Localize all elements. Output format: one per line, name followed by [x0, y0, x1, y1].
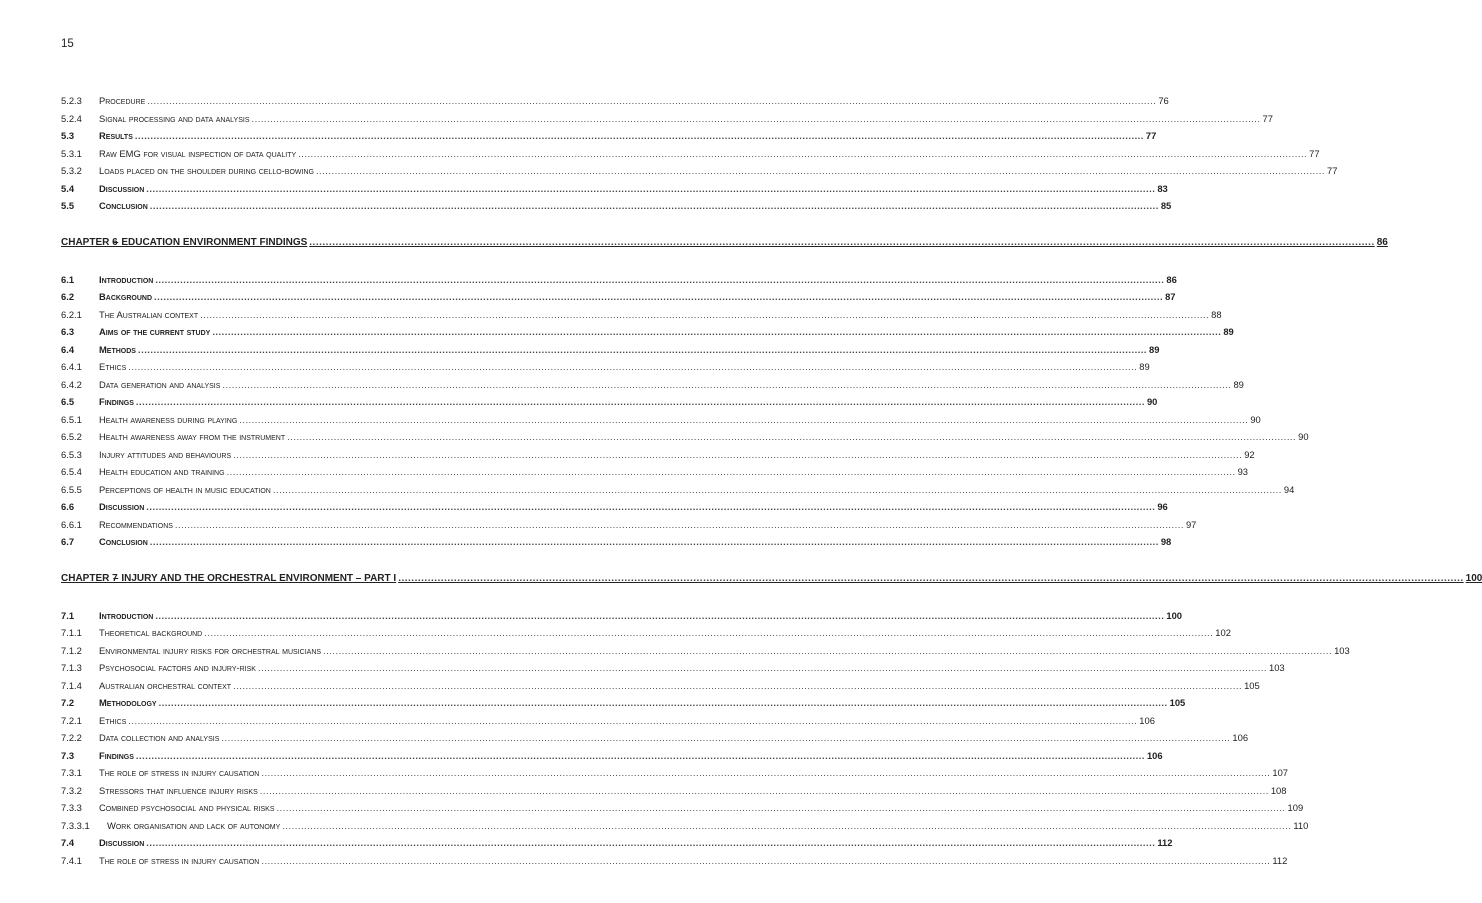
- table-of-contents: [61, 92, 1482, 869]
- toc-entry-number: 6.5.2: [61, 431, 82, 442]
- toc-entry-number: 6.6.1: [61, 518, 82, 530]
- toc-entry-title: Discussion: [99, 837, 145, 848]
- toc-dot-leader: [155, 271, 1164, 289]
- toc-entry-page: 86: [1376, 236, 1388, 248]
- toc-dot-leader: [128, 358, 1137, 376]
- toc-entry-page: 77: [1145, 130, 1157, 141]
- toc-dot-leader: [227, 463, 1236, 481]
- toc-entry[interactable]: [61, 92, 1169, 110]
- toc-entry-title: Discussion: [99, 501, 145, 512]
- toc-dot-leader: [146, 498, 1155, 516]
- toc-dot-leader: [155, 607, 1164, 625]
- toc-dot-leader: [282, 817, 1291, 835]
- toc-entry-title: Results: [99, 130, 133, 141]
- toc-entry-title: Australian orchestral context: [99, 679, 232, 691]
- section-gap: [61, 215, 575, 233]
- toc-entry-title: Signal processing and data analysis: [99, 112, 250, 124]
- toc-entry-title: The Australian context: [99, 308, 199, 320]
- toc-entry[interactable]: [61, 659, 1285, 677]
- toc-entry-number: 7.2: [61, 697, 75, 708]
- toc-entry-page: 96: [1157, 501, 1168, 512]
- toc-entry-page: 77: [1326, 165, 1338, 176]
- toc-dot-leader: [200, 306, 1209, 324]
- toc-entry-title: Health education and training: [99, 466, 225, 477]
- toc-entry[interactable]: [61, 533, 1172, 551]
- toc-entry-title: Methodology: [99, 697, 157, 708]
- toc-entry-page: 100: [1166, 609, 1183, 621]
- toc-entry-page: 108: [1270, 784, 1287, 796]
- toc-entry-number: 5.4: [61, 182, 75, 194]
- toc-entry-page: 85: [1160, 200, 1172, 211]
- toc-entry[interactable]: [61, 712, 1155, 730]
- toc-entry-title: Recommendations: [99, 518, 173, 530]
- toc-entry-page: 87: [1165, 291, 1176, 302]
- toc-entry-page: 106: [1139, 714, 1155, 726]
- toc-entry-number: 5.2.3: [61, 95, 82, 106]
- toc-entry[interactable]: [61, 498, 1168, 516]
- toc-entry-page: 90: [1146, 396, 1158, 407]
- toc-entry[interactable]: [61, 145, 1320, 163]
- toc-entry[interactable]: [61, 481, 1295, 499]
- toc-entry-number: 6.7: [61, 536, 75, 547]
- toc-entry-page: 88: [1211, 308, 1222, 320]
- toc-dot-leader: [138, 341, 1147, 359]
- toc-entry-number: 7.2.2: [61, 732, 82, 743]
- toc-entry-page: 86: [1166, 273, 1177, 285]
- toc-entry-number: 6.5.1: [61, 413, 82, 425]
- toc-entry-number: 5.2.4: [61, 112, 82, 124]
- toc-entry[interactable]: [61, 162, 1338, 180]
- toc-entry-page: 100: [1465, 572, 1482, 584]
- toc-entry-title: – INJURY AND THE ORCHESTRAL ENVIRONMENT – PART I: [113, 572, 397, 584]
- section-gap: [61, 253, 575, 271]
- toc-entry-page: 105: [1169, 697, 1186, 708]
- toc-entry[interactable]: [61, 376, 1244, 394]
- toc-chapter-entry[interactable]: [61, 569, 1482, 589]
- toc-entry-title: Aims of the current study: [99, 326, 211, 337]
- toc-entry-title: Background: [99, 291, 153, 302]
- toc-entry-number: 5.3: [61, 130, 75, 141]
- toc-dot-leader: [128, 712, 1137, 730]
- toc-entry-title: Findings: [99, 396, 134, 407]
- toc-entry[interactable]: [61, 306, 1222, 324]
- toc-entry-number: 6.5.5: [61, 483, 82, 495]
- toc-entry-title: Theoretical background: [99, 627, 203, 638]
- toc-dot-leader: [147, 92, 1156, 110]
- toc-entry[interactable]: [61, 624, 1231, 642]
- toc-entry-page: 112: [1272, 854, 1288, 866]
- toc-entry-title: Introduction: [99, 609, 154, 621]
- toc-dot-leader: [212, 323, 1221, 341]
- toc-dot-leader: [273, 481, 1282, 499]
- toc-entry-title: Psychosocial factors and injury-risk: [99, 662, 256, 673]
- toc-entry-page: 83: [1157, 182, 1168, 194]
- toc-entry[interactable]: [61, 411, 1261, 429]
- toc-entry[interactable]: [61, 446, 1255, 464]
- toc-dot-leader: [323, 642, 1332, 660]
- toc-dot-leader: [159, 694, 1168, 712]
- toc-entry-title: Data generation and analysis: [99, 378, 221, 390]
- toc-entry-number: 7.3.2: [61, 784, 82, 796]
- toc-dot-leader: [150, 197, 1159, 215]
- toc-entry[interactable]: [61, 127, 1157, 145]
- toc-entry-page: 106: [1146, 749, 1163, 761]
- toc-entry-number: 6.1: [61, 273, 75, 285]
- toc-entry[interactable]: [61, 782, 1287, 800]
- toc-entry-number: 5.5: [61, 200, 75, 211]
- toc-entry-page: 112: [1157, 837, 1173, 848]
- toc-entry-number: 5.3.1: [61, 147, 82, 159]
- toc-entry-title: Health awareness during playing: [99, 413, 238, 425]
- toc-entry-title: Loads placed on the shoulder during cello-bowing: [99, 165, 314, 176]
- toc-dot-leader: [135, 127, 1144, 145]
- toc-dot-leader: [239, 411, 1248, 429]
- toc-entry-page: 109: [1287, 802, 1304, 813]
- toc-entry-title: The role of stress in injury causation: [99, 854, 260, 866]
- toc-entry-number: 6.4.1: [61, 361, 82, 372]
- toc-entry-page: 103: [1269, 662, 1285, 673]
- toc-dot-leader: [260, 782, 1269, 800]
- toc-entry[interactable]: [61, 288, 1176, 306]
- toc-dot-leader: [146, 834, 1155, 852]
- toc-entry-title: Procedure: [99, 95, 146, 106]
- toc-dot-leader: [146, 180, 1155, 198]
- toc-entry[interactable]: [61, 729, 1249, 747]
- toc-entry-title: Perceptions of health in music education: [99, 483, 271, 495]
- toc-dot-leader: [287, 428, 1296, 446]
- toc-entry-number: 7.3.3: [61, 802, 82, 813]
- toc-dot-leader: [154, 288, 1163, 306]
- toc-entry-number: 7.1: [61, 609, 75, 621]
- toc-entry-number: 7.3.1: [61, 767, 82, 778]
- toc-entry-number: 6.4: [61, 343, 75, 355]
- toc-entry[interactable]: [61, 852, 1288, 870]
- toc-entry-title: Environmental injury risks for orchestral musicians: [99, 644, 322, 656]
- toc-dot-leader: [136, 747, 1145, 765]
- toc-dot-leader: [251, 110, 1260, 128]
- toc-dot-leader: [309, 233, 1374, 253]
- toc-dot-leader: [258, 659, 1267, 677]
- toc-entry-page: 92: [1244, 448, 1255, 460]
- toc-entry-number: 7.4: [61, 837, 75, 848]
- toc-entry-page: 77: [1309, 147, 1320, 159]
- toc-dot-leader: [150, 533, 1159, 551]
- toc-entry[interactable]: [61, 834, 1173, 852]
- toc-entry-number: 6.5: [61, 396, 75, 407]
- toc-dot-leader: [316, 162, 1325, 180]
- toc-entry-title: Discussion: [99, 182, 145, 194]
- toc-entry-number: 6.2.1: [61, 308, 82, 320]
- toc-entry-page: 94: [1283, 483, 1295, 495]
- toc-entry-page: 89: [1149, 343, 1160, 355]
- toc-entry-title: Work organisation and lack of autonomy: [107, 819, 281, 831]
- toc-entry-number: 5.3.2: [61, 165, 82, 176]
- toc-entry-number: CHAPTER 6: [61, 236, 118, 248]
- toc-entry[interactable]: [61, 463, 1249, 481]
- toc-entry[interactable]: [61, 516, 1197, 534]
- toc-entry-page: 103: [1334, 644, 1350, 656]
- toc-entry-title: Stressors that influence injury risks: [99, 784, 258, 796]
- toc-entry[interactable]: [61, 180, 1168, 198]
- toc-entry-title: Ethics: [99, 361, 127, 372]
- toc-entry[interactable]: [61, 694, 1186, 712]
- toc-entry[interactable]: [61, 393, 1158, 411]
- section-gap: [61, 551, 575, 569]
- toc-dot-leader: [298, 145, 1307, 163]
- toc-dot-leader: [175, 516, 1184, 534]
- toc-entry-page: 98: [1160, 536, 1172, 547]
- toc-dot-leader: [277, 799, 1286, 817]
- toc-dot-leader: [204, 624, 1213, 642]
- toc-entry-number: 6.4.2: [61, 378, 82, 390]
- toc-entry-page: 105: [1244, 679, 1260, 691]
- toc-entry-title: Health awareness away from the instrument: [99, 431, 286, 442]
- toc-entry-number: 7.1.2: [61, 644, 82, 656]
- toc-dot-leader: [233, 446, 1242, 464]
- toc-entry-page: 90: [1298, 431, 1309, 442]
- toc-entry-title: Data collection and analysis: [99, 732, 220, 743]
- toc-entry[interactable]: [61, 197, 1172, 215]
- toc-dot-leader: [398, 569, 1463, 589]
- toc-chapter-entry[interactable]: [61, 233, 1388, 253]
- toc-entry-title: Combined psychosocial and physical risks: [99, 802, 275, 813]
- toc-entry-number: 6.5.4: [61, 466, 82, 477]
- toc-entry-title: Methods: [99, 343, 136, 355]
- toc-entry-number: 7.3.3.1: [61, 819, 90, 831]
- toc-entry[interactable]: [61, 747, 1163, 765]
- toc-entry-number: 7.1.3: [61, 662, 82, 673]
- toc-entry[interactable]: [61, 799, 1304, 817]
- toc-entry-number: CHAPTER 7: [61, 572, 118, 584]
- toc-entry-title: Ethics: [99, 714, 127, 726]
- toc-entry-number: 6.2: [61, 291, 75, 302]
- toc-dot-leader: [261, 764, 1270, 782]
- toc-entry-page: 106: [1232, 732, 1249, 743]
- toc-entry-page: 76: [1158, 95, 1169, 106]
- toc-entry[interactable]: [61, 677, 1260, 695]
- toc-entry-title: Conclusion: [99, 200, 148, 211]
- toc-entry-number: 7.3: [61, 749, 75, 761]
- toc-entry-title: Introduction: [99, 273, 154, 285]
- toc-dot-leader: [221, 729, 1230, 747]
- toc-entry-number: 7.2.1: [61, 714, 82, 726]
- toc-entry[interactable]: [61, 607, 1183, 625]
- toc-dot-leader: [261, 852, 1270, 870]
- toc-entry-page: 89: [1233, 378, 1244, 390]
- section-gap: [61, 589, 575, 607]
- toc-entry-number: 7.1.4: [61, 679, 82, 691]
- toc-entry-page: 97: [1185, 518, 1197, 530]
- toc-entry-number: 7.1.1: [61, 627, 82, 638]
- toc-entry[interactable]: [61, 110, 1273, 128]
- toc-entry-title: Conclusion: [99, 536, 148, 547]
- toc-entry[interactable]: [61, 764, 1289, 782]
- toc-entry-title: – EDUCATION ENVIRONMENT FINDINGS: [113, 236, 308, 248]
- toc-entry[interactable]: [61, 642, 1350, 660]
- toc-entry-title: Findings: [99, 749, 134, 761]
- toc-entry-title: The role of stress in injury causation: [99, 767, 260, 778]
- page-number: 15: [61, 38, 74, 50]
- toc-entry-page: 77: [1262, 112, 1273, 124]
- toc-entry-title: Injury attitudes and behaviours: [99, 448, 232, 460]
- toc-entry-page: 89: [1223, 326, 1234, 337]
- toc-entry-number: 6.6: [61, 501, 75, 512]
- toc-entry[interactable]: [61, 271, 1177, 289]
- toc-entry[interactable]: [61, 341, 1160, 359]
- toc-entry-number: 6.3: [61, 326, 75, 337]
- toc-dot-leader: [222, 376, 1231, 394]
- toc-entry-number: 7.4.1: [61, 854, 82, 866]
- toc-entry-page: 89: [1139, 361, 1150, 372]
- toc-entry[interactable]: [61, 428, 1309, 446]
- toc-entry-page: 110: [1293, 819, 1309, 831]
- toc-entry[interactable]: [61, 358, 1150, 376]
- toc-entry-title: Raw EMG for visual inspection of data quality: [99, 147, 297, 159]
- toc-entry[interactable]: [61, 817, 1309, 835]
- toc-dot-leader: [136, 393, 1145, 411]
- toc-entry-page: 93: [1237, 466, 1249, 477]
- toc-entry-page: 90: [1250, 413, 1261, 425]
- toc-entry-page: 102: [1215, 627, 1231, 638]
- toc-entry-page: 107: [1272, 767, 1289, 778]
- toc-entry[interactable]: [61, 323, 1234, 341]
- toc-dot-leader: [233, 677, 1242, 695]
- toc-entry-number: 6.5.3: [61, 448, 82, 460]
